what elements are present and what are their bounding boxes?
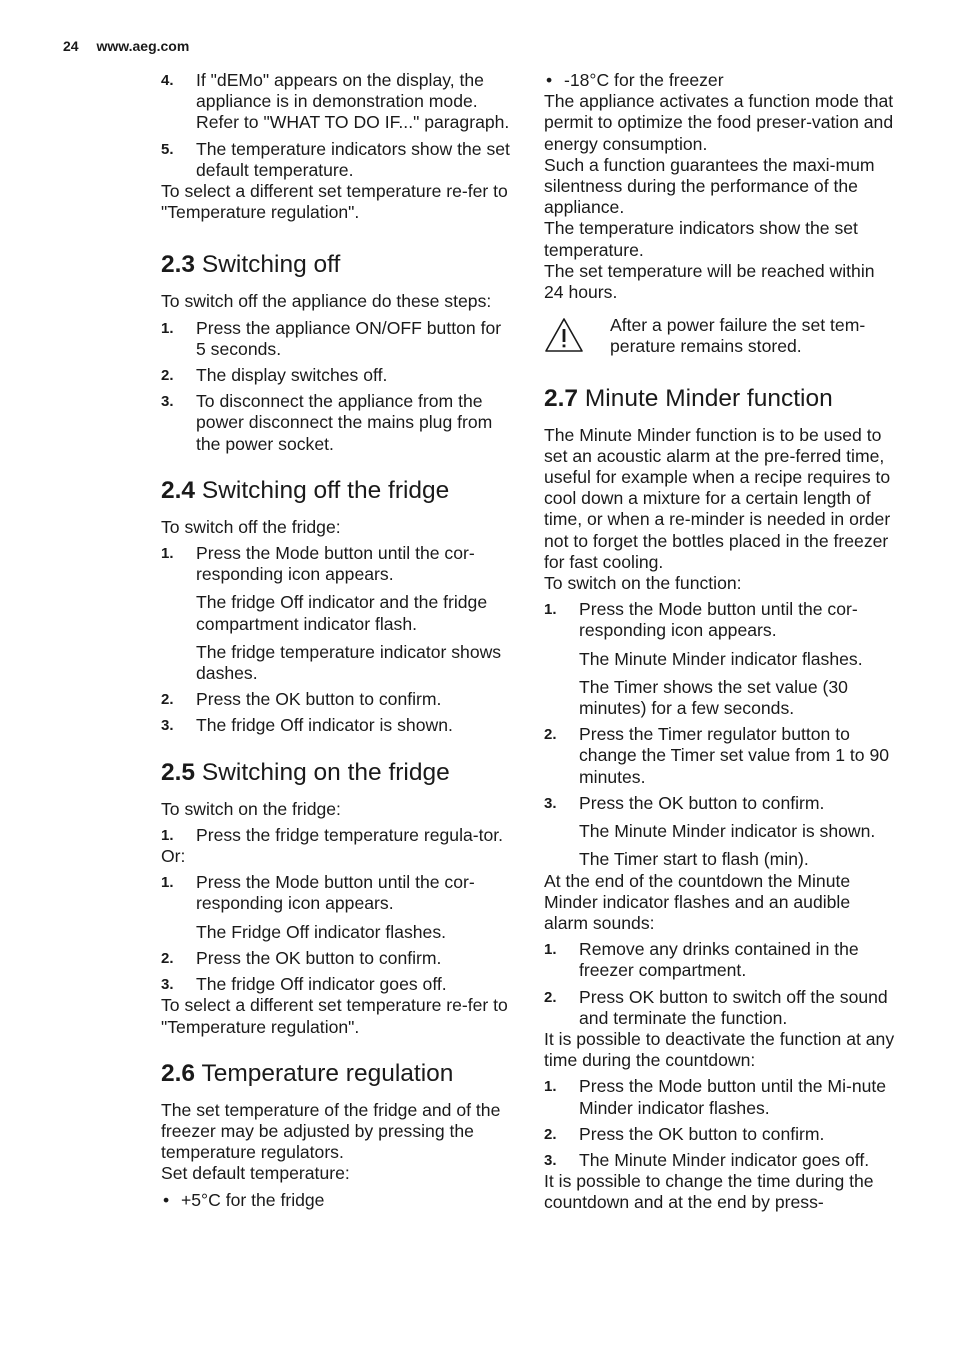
paragraph: Such a function guarantees the maxi-mum silentness during the performance of the appliance. [544,154,875,218]
paragraph: At the end of the countdown the Minute Minder indicator flashes and an audible alarm sounds: [544,870,851,933]
warning-text: After a power failure the set tem-perature remains stored. [610,315,866,357]
list-item: 2. Press the OK button to confirm. [544,1123,825,1144]
list-item: 3. To disconnect the appliance from the power disconnect the mains plug from the power socket. [161,391,493,454]
paragraph: The appliance activates a function mode that permit to optimize the food preser-vation and energy consumption. [544,91,894,154]
paragraph: It is possible to deactivate the function at any time during the countdown: [544,1028,895,1071]
paragraph: To switch off the fridge: [161,516,341,537]
paragraph: To switch off the appliance do these steps: [161,291,492,312]
list-item: 3. The fridge Off indicator goes off. [161,974,447,995]
sub-paragraph: The Timer shows the set value (30 minutes) for a few seconds. [579,676,848,719]
right-column [544,70,896,1214]
bullet-item: • -18°C for the freezer [544,70,896,91]
list-item: 1. Press the fridge temperature regula-tor. [161,824,504,845]
warning-icon [544,317,584,353]
sub-paragraph: The Fridge Off indicator flashes. [196,921,447,942]
list-item: 2. Press OK button to switch off the sound and terminate the function. [544,986,888,1028]
list-item: 1. Press the Mode button until the cor-responding icon appears. [161,543,475,585]
section-heading-2-4: 2.4 Switching off the fridge [161,476,450,504]
sub-paragraph: The fridge temperature indicator shows dashes. [196,641,502,684]
bullet-item: • +5°C for the fridge [161,1190,513,1211]
paragraph: The set temperature will be reached within 24 hours. [544,260,875,303]
sub-paragraph: The Minute Minder indicator flashes. [579,648,863,669]
list-item: 2. Press the Timer regulator button to change the Timer set value from 1 to 90 minutes. [544,724,890,787]
list-item: 2. The display switches off. [161,365,388,386]
paragraph: The temperature indicators show the set temperature. [544,218,858,260]
section-heading-2-6: 2.6 Temperature regulation [161,1059,454,1087]
sub-paragraph: The fridge Off indicator and the fridge compartment indicator flash. [196,592,488,634]
paragraph: To switch on the function: [544,573,742,594]
paragraph: To select a different set temperature re-fer to "Temperature regulation". [161,995,508,1037]
list-item: 3. The Minute Minder indicator goes off. [544,1149,870,1170]
paragraph: To switch on the fridge: [161,798,341,819]
list-item: 1. Press the Mode button until the Mi-nute Minder indicator flashes. [544,1076,887,1118]
section-heading-2-7: 2.7 Minute Minder function [544,384,833,412]
section-heading-2-5: 2.5 Switching on the fridge [161,758,450,786]
section-heading-2-3: 2.3 Switching off [161,251,341,279]
paragraph: The Minute Minder function is to be used to set an acoustic alarm at the pre-ferred time, useful for example when a recipe requires to cool down a mixture for a certain length of time, or when a re-minder is needed in order not to forget the bottles placed in the freezer for fast cooling. [544,424,891,572]
site-url: www.aeg.com [96,38,190,54]
paragraph: It is possible to change the time during the countdown and at the end by press- [544,1171,874,1213]
warning-note [544,315,896,357]
list-item: 2. Press the OK button to confirm. [161,689,442,710]
sub-paragraph: The Timer start to flash (min). [579,849,809,870]
list-item: 3. Press the OK button to confirm. [544,792,825,813]
paragraph: The set temperature of the fridge and of the freezer may be adjusted by pressing the temperature regulators. [161,1099,501,1163]
page-header [63,38,189,54]
left-column [161,70,513,1211]
page-number: 24 [63,38,79,54]
paragraph: Or: [161,846,186,867]
list-item: 1. Press the appliance ON/OFF button for 5 seconds. [161,317,502,359]
paragraph: To select a different set temperature re-fer to "Temperature regulation". [161,181,508,223]
paragraph: Set default temperature: [161,1163,350,1184]
sub-paragraph: The Minute Minder indicator is shown. [579,821,876,842]
list-item: 1. Remove any drinks contained in the freezer compartment. [544,939,859,981]
list-item: 4. If "dEMo" appears on the display, the appliance is in demonstration mode. Refer to "WHAT TO DO IF..." paragraph. [161,70,510,133]
list-item: 5. The temperature indicators show the set default temperature. [161,138,510,180]
list-item: 1. Press the Mode button until the cor-responding icon appears. [544,599,858,641]
list-item: 3. The fridge Off indicator is shown. [161,715,453,736]
list-item: 2. Press the OK button to confirm. [161,947,442,968]
list-item: 1. Press the Mode button until the cor-responding icon appears. [161,872,475,914]
